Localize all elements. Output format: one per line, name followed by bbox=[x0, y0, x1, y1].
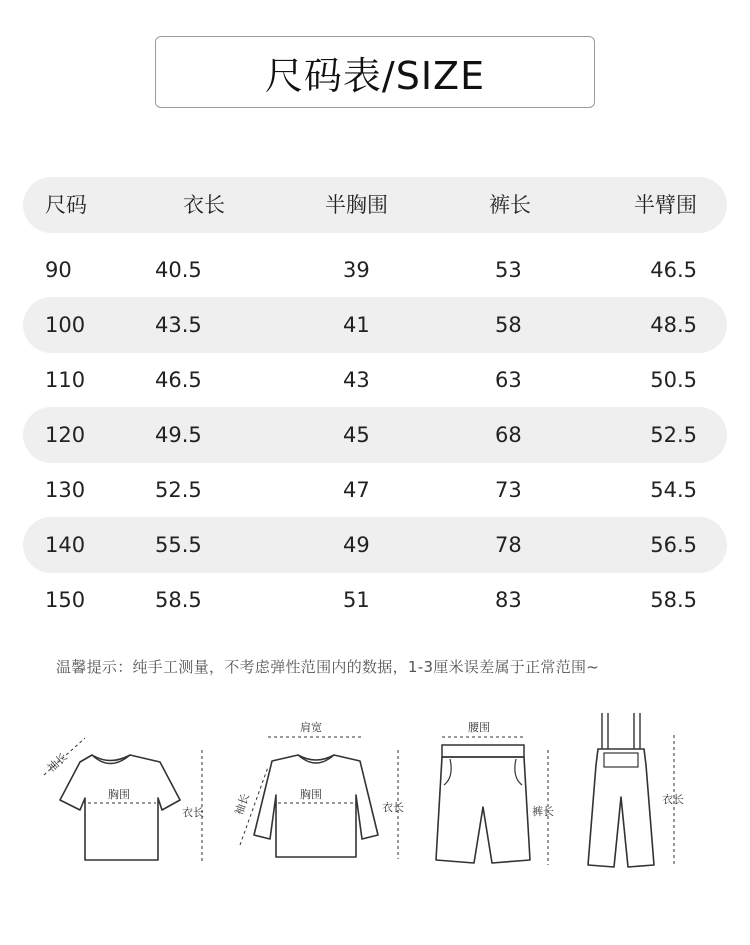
cell-pants-length: 53 bbox=[495, 258, 522, 282]
header-half-arm: 半臂围 bbox=[634, 193, 697, 217]
cell-size: 100 bbox=[45, 313, 86, 337]
cell-size: 140 bbox=[45, 533, 86, 557]
table-row bbox=[23, 352, 727, 408]
cell-length: 43.5 bbox=[155, 313, 202, 337]
cell-size: 120 bbox=[45, 423, 86, 447]
table-row bbox=[23, 462, 727, 518]
tshirt-length-label: 衣长 bbox=[182, 806, 204, 819]
cell-half-chest: 43 bbox=[343, 368, 370, 392]
cell-half-chest: 47 bbox=[343, 478, 370, 502]
cell-half-arm: 52.5 bbox=[650, 423, 697, 447]
cell-half-arm: 46.5 bbox=[650, 258, 697, 282]
cell-half-chest: 49 bbox=[343, 533, 370, 557]
header-pants-length: 裤长 bbox=[489, 193, 531, 217]
cell-size: 150 bbox=[45, 588, 86, 612]
cell-pants-length: 63 bbox=[495, 368, 522, 392]
table-row bbox=[23, 242, 727, 298]
table-row bbox=[23, 407, 727, 463]
table-row bbox=[23, 297, 727, 353]
cell-length: 49.5 bbox=[155, 423, 202, 447]
header-size: 尺码 bbox=[45, 193, 87, 217]
shorts-diagram bbox=[428, 715, 568, 880]
cell-size: 110 bbox=[45, 368, 86, 392]
cell-half-chest: 41 bbox=[343, 313, 370, 337]
table-row bbox=[23, 572, 727, 628]
cell-pants-length: 83 bbox=[495, 588, 522, 612]
shorts-waist-label: 腰围 bbox=[468, 721, 490, 734]
cell-length: 55.5 bbox=[155, 533, 202, 557]
sweater-sleeve-label: 袖长 bbox=[232, 791, 253, 818]
header-length: 衣长 bbox=[183, 193, 225, 217]
cell-half-arm: 58.5 bbox=[650, 588, 697, 612]
cell-size: 90 bbox=[45, 258, 72, 282]
sweater-length-label: 衣长 bbox=[382, 801, 404, 814]
cell-pants-length: 68 bbox=[495, 423, 522, 447]
header-half-chest: 半胸围 bbox=[325, 193, 388, 217]
size-chart-title: 尺码表/SIZE bbox=[155, 36, 595, 108]
shorts-length-label: 裤长 bbox=[532, 805, 554, 818]
tshirt-chest-label: 胸围 bbox=[108, 788, 130, 801]
sweater-shoulder-label: 肩宽 bbox=[300, 721, 322, 734]
overalls-diagram bbox=[570, 705, 720, 880]
table-header-row bbox=[23, 177, 727, 233]
tshirt-diagram bbox=[30, 720, 220, 880]
measurement-tip: 温馨提示：纯手工测量，不考虑弹性范围内的数据，1-3厘米误差属于正常范围~ bbox=[56, 658, 600, 676]
tshirt-sleeve-label: 袖长 bbox=[44, 750, 70, 775]
cell-half-arm: 50.5 bbox=[650, 368, 697, 392]
cell-half-arm: 48.5 bbox=[650, 313, 697, 337]
cell-length: 40.5 bbox=[155, 258, 202, 282]
cell-length: 46.5 bbox=[155, 368, 202, 392]
table-row bbox=[23, 517, 727, 573]
cell-length: 52.5 bbox=[155, 478, 202, 502]
cell-half-arm: 56.5 bbox=[650, 533, 697, 557]
cell-half-arm: 54.5 bbox=[650, 478, 697, 502]
cell-pants-length: 58 bbox=[495, 313, 522, 337]
cell-pants-length: 73 bbox=[495, 478, 522, 502]
sweater-chest-label: 胸围 bbox=[300, 788, 322, 801]
cell-half-chest: 45 bbox=[343, 423, 370, 447]
cell-pants-length: 78 bbox=[495, 533, 522, 557]
overalls-length-label: 衣长 bbox=[662, 793, 684, 806]
cell-half-chest: 51 bbox=[343, 588, 370, 612]
sweater-diagram bbox=[228, 715, 418, 880]
cell-length: 58.5 bbox=[155, 588, 202, 612]
cell-size: 130 bbox=[45, 478, 86, 502]
cell-half-chest: 39 bbox=[343, 258, 370, 282]
